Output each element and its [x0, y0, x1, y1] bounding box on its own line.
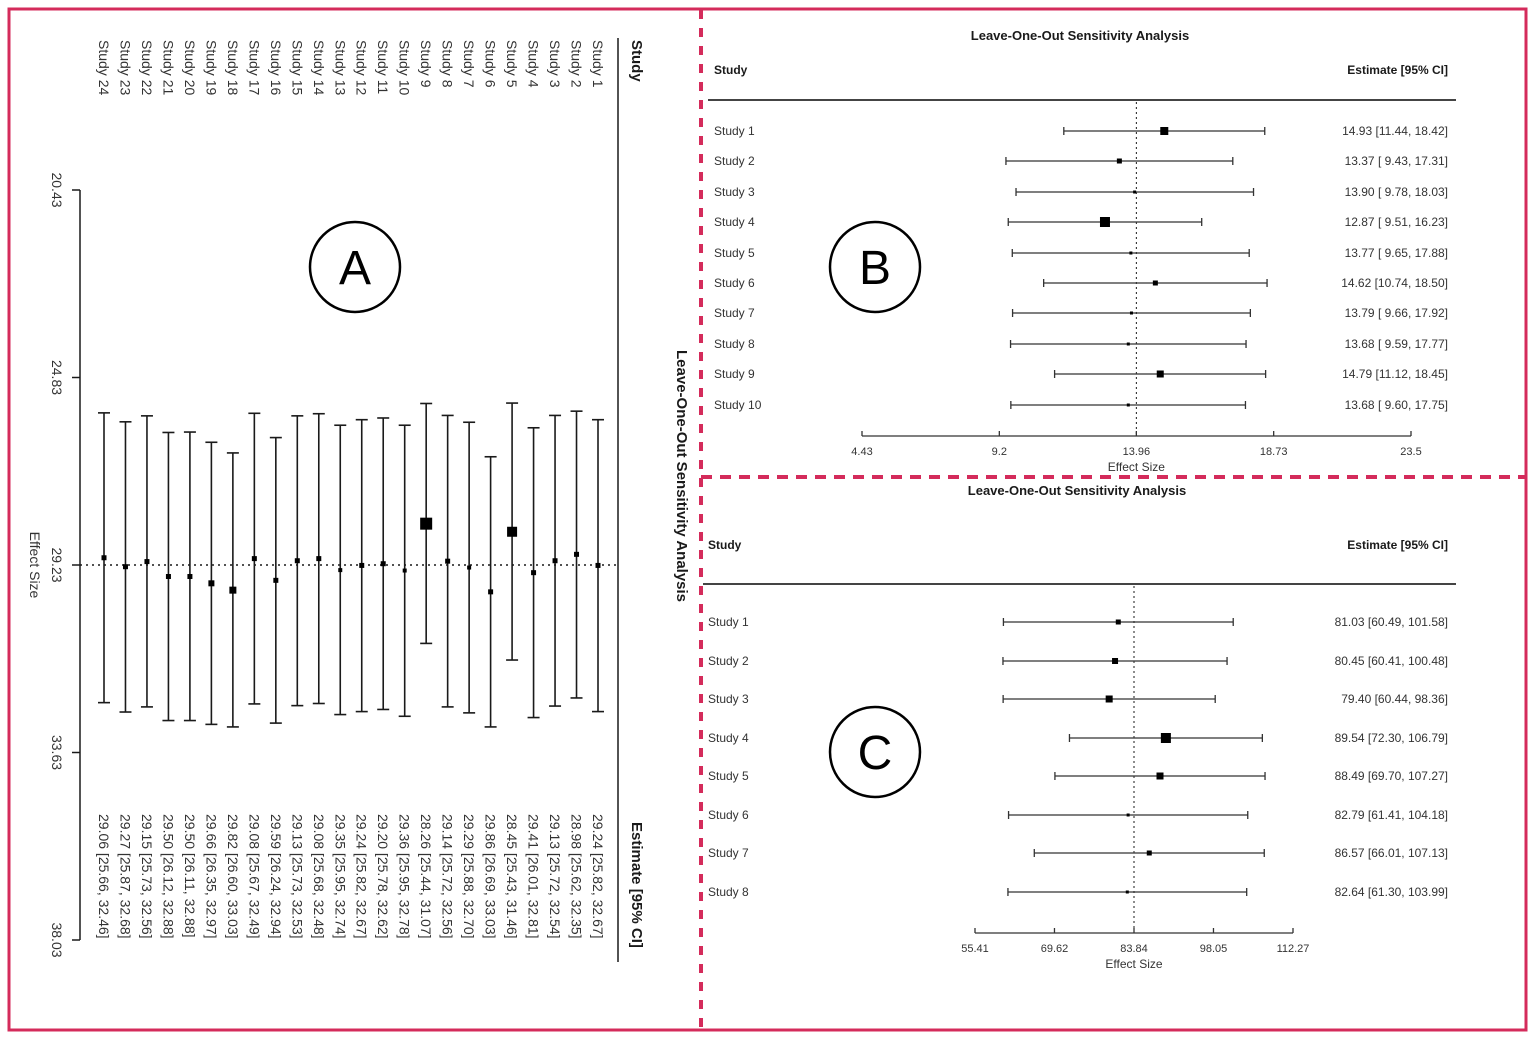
study-label: Study 9	[418, 40, 435, 88]
study-row	[246, 40, 262, 939]
estimate-label: 13.68 [ 9.60, 17.75]	[1344, 398, 1448, 412]
study-label: Study 23	[117, 40, 134, 96]
axis-tick-label: 4.43	[851, 446, 873, 458]
estimate-marker	[445, 559, 450, 564]
study-row	[182, 40, 198, 938]
estimate-marker	[1157, 773, 1164, 780]
study-label: Study 20	[181, 40, 198, 96]
study-label: Study 1	[590, 40, 606, 88]
axis-title: Effect Size	[1105, 957, 1163, 971]
study-label: Study 3	[547, 40, 564, 88]
estimate-label: 14.62 [10.74, 18.50]	[1341, 276, 1448, 290]
study-label: Study 21	[160, 40, 177, 96]
study-row	[708, 615, 1448, 629]
estimate-label: 29.14 [25.72, 32.56]	[439, 814, 456, 939]
study-row	[203, 40, 219, 939]
estimate-label: 13.90 [ 9.78, 18.03]	[1344, 185, 1448, 199]
estimate-label: 82.64 [61.30, 103.99]	[1334, 885, 1448, 899]
study-label: Study 18	[224, 40, 241, 96]
study-row	[714, 367, 1448, 381]
study-label: Study 8	[708, 885, 749, 899]
study-label: Study 10	[714, 398, 762, 412]
panel-b-forest-plot	[708, 28, 1456, 474]
study-label: Study 3	[714, 185, 755, 199]
study-label: Study 22	[138, 40, 155, 96]
study-label: Study 14	[310, 40, 327, 96]
estimate-label: 29.50 [26.11, 32.88]	[181, 814, 198, 938]
axis-tick-label: 33.63	[49, 734, 65, 771]
study-row	[160, 40, 176, 939]
estimate-marker	[1129, 252, 1132, 255]
study-row	[96, 40, 112, 939]
estimate-label: 13.79 [ 9.66, 17.92]	[1344, 306, 1448, 320]
axis-tick-label: 55.41	[961, 943, 989, 955]
study-label: Study 4	[714, 215, 755, 229]
study-label: Study 19	[203, 40, 220, 96]
study-label: Study 24	[96, 40, 112, 96]
estimate-marker	[1112, 658, 1118, 664]
estimate-label: 13.37 [ 9.43, 17.31]	[1344, 154, 1448, 168]
estimate-label: 29.15 [25.73, 32.56]	[138, 814, 155, 939]
study-row	[504, 40, 520, 939]
study-row	[590, 40, 606, 939]
study-row	[483, 40, 499, 939]
estimate-marker	[187, 574, 192, 579]
estimate-column-header: Estimate [95% CI]	[1347, 63, 1448, 77]
study-label: Study 1	[714, 124, 755, 138]
study-label: Study 5	[708, 769, 749, 783]
study-row	[461, 40, 477, 939]
estimate-label: 28.98 [25.62, 32.35]	[568, 814, 585, 939]
estimate-marker	[403, 569, 407, 573]
estimate-label: 29.29 [25.88, 32.70]	[461, 814, 478, 939]
axis-tick-label: 23.5	[1400, 446, 1422, 458]
panel-c-forest-plot	[703, 483, 1456, 971]
axis-tick-label: 13.96	[1122, 446, 1151, 458]
axis-tick-label: 38.03	[49, 922, 65, 958]
study-label: Study 11	[375, 40, 392, 95]
estimate-column-header: Estimate [95% CI]	[628, 822, 645, 948]
panel-a-forest-plot	[27, 38, 645, 962]
study-row	[714, 306, 1448, 320]
center-vertical-title: Leave-One-Out Sensitivity Analysis	[673, 350, 690, 603]
panel-badge-letter: A	[338, 242, 372, 295]
study-label: Study 2	[568, 40, 585, 88]
axis-tick-label: 98.05	[1199, 943, 1228, 955]
study-row	[714, 154, 1448, 168]
estimate-marker	[1160, 127, 1168, 135]
estimate-label: 29.35 [25.95, 32.74]	[332, 814, 349, 939]
study-label: Study 4	[708, 731, 749, 745]
estimate-marker	[1153, 281, 1158, 286]
estimate-label: 29.06 [25.66, 32.46]	[96, 814, 112, 939]
estimate-marker	[144, 559, 149, 564]
estimate-marker	[1127, 814, 1130, 817]
axis-tick-label: 9.2	[991, 446, 1007, 458]
study-label: Study 2	[714, 154, 755, 168]
study-row	[708, 692, 1448, 706]
study-label: Study 8	[714, 337, 755, 351]
chart-title: Leave-One-Out Sensitivity Analysis	[967, 483, 1187, 498]
study-row	[708, 731, 1448, 745]
study-label: Study 10	[396, 40, 413, 96]
estimate-marker	[1127, 404, 1130, 407]
study-row	[139, 40, 155, 939]
study-column-header: Study	[708, 538, 742, 552]
study-row	[708, 885, 1448, 899]
axis-tick-label: 18.73	[1259, 446, 1288, 458]
estimate-marker	[273, 578, 278, 583]
estimate-marker	[467, 566, 471, 570]
estimate-label: 29.82 [26.60, 33.03]	[224, 814, 241, 939]
study-label: Study 7	[461, 40, 478, 88]
estimate-marker	[1130, 312, 1133, 315]
estimate-label: 29.27 [25.87, 32.68]	[117, 814, 134, 939]
study-label: Study 5	[504, 40, 521, 88]
estimate-label: 29.86 [26.69, 33.03]	[482, 814, 499, 939]
panel-badge-letter: B	[858, 242, 892, 295]
estimate-label: 86.57 [66.01, 107.13]	[1334, 846, 1448, 860]
estimate-marker	[1100, 217, 1110, 227]
estimate-marker	[208, 580, 214, 586]
study-row	[547, 40, 563, 939]
estimate-marker	[102, 555, 107, 560]
estimate-marker	[166, 574, 171, 579]
estimate-label: 12.87 [ 9.51, 16.23]	[1344, 215, 1448, 229]
estimate-label: 81.03 [60.49, 101.58]	[1334, 615, 1448, 629]
study-row	[714, 337, 1448, 351]
estimate-marker	[1117, 159, 1122, 164]
study-row	[569, 40, 585, 939]
study-row	[526, 40, 542, 939]
study-row	[375, 40, 391, 939]
axis-tick-label: 83.84	[1120, 943, 1148, 955]
estimate-label: 29.59 [26.24, 32.94]	[267, 814, 284, 939]
estimate-label: 28.45 [25.43, 31.46]	[504, 814, 521, 939]
estimate-label: 29.36 [25.95, 32.78]	[396, 814, 413, 939]
estimate-marker	[488, 589, 493, 594]
study-label: Study 6	[714, 276, 755, 290]
estimate-marker	[359, 563, 364, 568]
study-row	[397, 40, 413, 939]
study-label: Study 1	[708, 615, 749, 629]
study-label: Study 6	[708, 808, 749, 822]
estimate-label: 29.24 [25.82, 32.67]	[353, 814, 370, 939]
estimate-label: 88.49 [69.70, 107.27]	[1334, 769, 1448, 783]
estimate-column-header: Estimate [95% CI]	[1347, 538, 1448, 552]
estimate-marker	[574, 552, 579, 557]
study-row	[225, 40, 241, 939]
estimate-label: 29.20 [25.78, 32.62]	[375, 814, 392, 939]
study-label: Study 5	[714, 246, 755, 260]
estimate-label: 80.45 [60.41, 100.48]	[1334, 654, 1448, 668]
study-row	[311, 40, 327, 939]
study-label: Study 7	[708, 846, 749, 860]
panel-badge-letter: C	[857, 727, 893, 780]
study-row	[714, 398, 1448, 412]
estimate-label: 29.66 [26.35, 32.97]	[203, 814, 220, 939]
study-row	[714, 246, 1448, 260]
study-row	[418, 40, 434, 939]
axis-tick-label: 29.23	[49, 547, 65, 583]
study-row	[708, 654, 1448, 668]
estimate-label: 82.79 [61.41, 104.18]	[1334, 808, 1448, 822]
estimate-marker	[338, 568, 342, 572]
estimate-marker	[295, 558, 300, 563]
estimate-marker	[553, 558, 558, 563]
estimate-label: 29.50 [26.12, 32.88]	[160, 814, 177, 939]
estimate-marker	[420, 518, 432, 530]
study-label: Study 17	[246, 40, 263, 96]
study-row	[708, 769, 1448, 783]
study-column-header: Study	[714, 63, 748, 77]
estimate-marker	[229, 587, 236, 594]
estimate-label: 89.54 [72.30, 106.79]	[1334, 731, 1448, 745]
estimate-label: 29.24 [25.82, 32.67]	[590, 814, 606, 939]
estimate-marker	[1126, 891, 1129, 894]
estimate-marker	[1106, 696, 1113, 703]
study-label: Study 4	[525, 40, 542, 88]
axis-tick-label: 112.27	[1276, 943, 1310, 955]
estimate-marker	[1127, 343, 1130, 346]
estimate-marker	[1147, 851, 1152, 856]
axis-title: Effect Size	[1107, 460, 1165, 474]
study-row	[268, 40, 284, 939]
estimate-label: 14.93 [11.44, 18.42]	[1342, 124, 1448, 138]
axis-tick-label: 69.62	[1040, 943, 1069, 955]
study-label: Study 16	[267, 40, 284, 96]
study-label: Study 7	[714, 306, 755, 320]
study-row	[708, 846, 1448, 860]
chart-title: Leave-One-Out Sensitivity Analysis	[970, 28, 1190, 43]
study-row	[708, 808, 1448, 822]
estimate-label: 79.40 [60.44, 98.36]	[1341, 692, 1448, 706]
estimate-marker	[1157, 371, 1164, 378]
estimate-marker	[531, 570, 536, 575]
study-label: Study 3	[708, 692, 749, 706]
axis-title: Effect Size	[27, 531, 43, 599]
study-label: Study 12	[353, 40, 370, 96]
estimate-label: 29.13 [25.72, 32.54]	[547, 814, 564, 939]
estimate-marker	[316, 556, 321, 561]
study-row	[714, 215, 1448, 229]
estimate-marker	[381, 561, 386, 566]
study-row	[332, 40, 348, 939]
estimate-label: 29.13 [25.73, 32.53]	[289, 814, 306, 939]
estimate-label: 29.08 [25.67, 32.49]	[246, 814, 263, 939]
study-row	[117, 40, 133, 939]
study-column-header: Study	[628, 40, 645, 82]
estimate-label: 29.41 [26.01, 32.81]	[525, 814, 542, 939]
estimate-label: 13.68 [ 9.59, 17.77]	[1344, 337, 1448, 351]
study-row	[354, 40, 370, 939]
estimate-marker	[1161, 733, 1171, 743]
study-row	[289, 40, 305, 939]
study-row	[440, 40, 456, 939]
study-label: Study 2	[708, 654, 749, 668]
estimate-marker	[252, 556, 257, 561]
study-label: Study 13	[332, 40, 349, 96]
estimate-label: 13.77 [ 9.65, 17.88]	[1344, 246, 1448, 260]
study-label: Study 8	[439, 40, 456, 88]
estimate-marker	[596, 563, 601, 568]
estimate-marker	[1116, 620, 1121, 625]
study-row	[714, 276, 1448, 290]
estimate-marker	[123, 564, 128, 569]
estimate-label: 14.79 [11.12, 18.45]	[1342, 367, 1448, 381]
study-row	[714, 124, 1448, 138]
study-label: Study 9	[714, 367, 755, 381]
estimate-label: 28.26 [25.44, 31.07]	[418, 814, 435, 939]
axis-tick-label: 24.83	[49, 359, 65, 396]
axis-tick-label: 20.43	[49, 172, 65, 208]
study-label: Study 6	[482, 40, 499, 88]
estimate-marker	[507, 527, 517, 537]
study-label: Study 15	[289, 40, 306, 96]
estimate-label: 29.08 [25.68, 32.48]	[310, 814, 327, 939]
study-row	[714, 185, 1448, 199]
estimate-marker	[1133, 191, 1136, 194]
